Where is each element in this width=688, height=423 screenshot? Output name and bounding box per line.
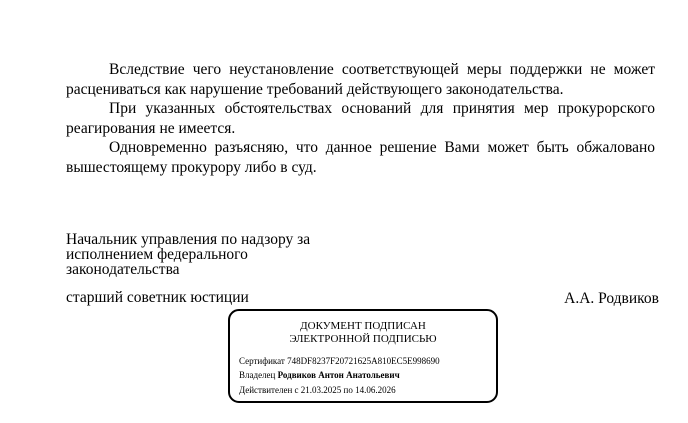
certificate-label: Сертификат — [239, 356, 285, 366]
valid-to: 14.06.2026 — [355, 385, 396, 395]
letter-body — [66, 60, 655, 178]
valid-from: 21.03.2025 — [300, 385, 342, 395]
position-line: Начальник управления по надзору за — [66, 231, 311, 248]
valid-label: Действителен с — [239, 385, 299, 395]
signatory-rank: старший советник юстиции — [66, 289, 249, 306]
stamp-title-line: ДОКУМЕНТ ПОДПИСАН — [300, 320, 426, 332]
paragraph: При указанных обстоятельствах оснований для принятия мер прокурорского реагирования не имеется. — [66, 100, 655, 137]
signatory-position — [66, 232, 310, 277]
owner-value: Родвиков Антон Анатольевич — [277, 370, 400, 380]
position-line: исполнением федерального — [66, 246, 248, 263]
stamp-title-line: ЭЛЕКТРОННОЙ ПОДПИСЬЮ — [289, 333, 437, 345]
electronic-signature-stamp — [228, 309, 498, 403]
owner-label: Владелец — [239, 370, 276, 380]
stamp-owner — [239, 370, 400, 380]
valid-to-label: по — [343, 385, 353, 395]
certificate-value: 748DF8237F20721625A810EC5E998690 — [287, 356, 440, 366]
stamp-title — [230, 320, 496, 346]
position-line: законодательства — [66, 261, 180, 278]
paragraph: Вследствие чего неустановление соответствующей меры поддержки не может расцениваться как нарушение требований действующего законодательства. — [66, 61, 655, 98]
signatory-name: А.А. Родвиков — [564, 290, 659, 307]
stamp-certificate — [239, 356, 440, 366]
stamp-validity — [239, 385, 396, 395]
paragraph: Одновременно разъясняю, что данное решение Вами может быть обжаловано вышестоящему прокурору либо в суд. — [66, 139, 655, 176]
